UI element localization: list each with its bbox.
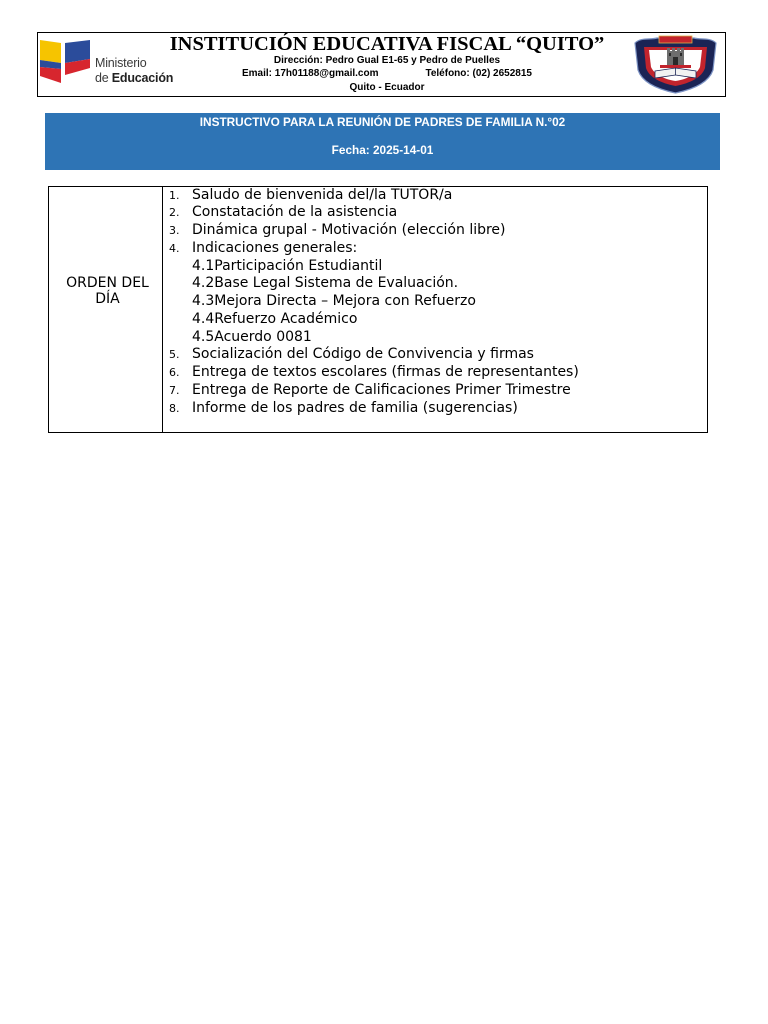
school-info: [110, 33, 664, 96]
agenda-item: [163, 400, 707, 418]
agenda-item-number: 7.: [169, 383, 180, 397]
agenda-item-number: 6.: [169, 366, 180, 379]
agenda-table: [48, 186, 708, 433]
ministry-logo-educacion: Educación: [111, 70, 174, 85]
castle-merlon: [677, 48, 680, 51]
agenda-item-number: 2.: [169, 206, 180, 220]
banner-title: INSTRUCTIVO PARA LA REUNIÓN DE PADRES DE FAMILIA N.°02: [199, 115, 566, 129]
agenda-subitem: 4.5Acuerdo 0081: [192, 328, 312, 345]
agenda-label: ORDEN DEL DÍA: [66, 275, 149, 307]
agenda-item-text: Indicaciones generales:: [192, 239, 358, 256]
school-address: Dirección: Pedro Gual E1-65 y Pedro de Puelles: [273, 54, 501, 66]
agenda-subitem: 4.3Mejora Directa – Mejora con Refuerzo: [192, 293, 476, 309]
agenda-item-number: 5.: [169, 348, 180, 362]
agenda-item-text: Entrega de Reporte de Calificaciones Primer Trimestre: [192, 381, 571, 398]
agenda-item: [163, 240, 707, 258]
agenda-item: [163, 382, 707, 400]
castle-merlon: [672, 48, 675, 51]
agenda-subitem: 4.4Refuerzo Académico: [192, 310, 358, 327]
castle-merlon: [667, 48, 670, 51]
logo-band-red-left: [40, 67, 61, 83]
castle-door: [673, 57, 678, 65]
agenda-list: [163, 187, 707, 418]
logo-band-blue-right: [65, 40, 90, 63]
school-city: Quito - Ecuador: [349, 81, 425, 93]
agenda-item-text: Saludo de bienvenida del/la TUTOR/a: [192, 186, 453, 203]
castle-merlon: [681, 48, 684, 51]
school-contact: [110, 54, 664, 95]
ministry-logo-de: de: [95, 70, 109, 85]
agenda-item: [163, 187, 707, 205]
agenda-content-cell: [163, 187, 707, 432]
agenda-subitem: 4.2Base Legal Sistema de Evaluación.: [192, 275, 459, 292]
agenda-subitem: 4.1Participación Estudiantil: [192, 257, 383, 274]
school-title: INSTITUCIÓN EDUCATIVA FISCAL “QUITO”: [169, 33, 605, 55]
banner-date: Fecha: 2025-14-01: [331, 143, 434, 157]
ministry-logo-line1: Ministerio: [95, 55, 147, 70]
school-email: Email: 17h01188@gmail.com: [241, 68, 379, 79]
agenda-item-text: Socialización del Código de Convivencia y firmas: [192, 346, 534, 363]
agenda-item: [163, 222, 707, 240]
agenda-item-text: Dinámica grupal - Motivación (elección libre): [192, 222, 506, 238]
logo-band-yellow: [40, 40, 61, 63]
school-email-phone-line: [110, 67, 664, 81]
agenda-label-cell: [49, 187, 163, 432]
castle-window: [680, 53, 682, 56]
letterhead: [37, 32, 726, 97]
ministerio-educacion-logo-icon: [40, 40, 90, 84]
castle-window: [669, 53, 671, 56]
agenda-item-number: 3.: [169, 224, 180, 237]
agenda-item: [163, 204, 707, 222]
school-phone: Teléfono: (02) 2652815: [425, 68, 532, 79]
agenda-item-number: 4.: [169, 241, 180, 255]
agenda-item-text: Constatación de la asistencia: [192, 204, 398, 221]
agenda-item-number: 8.: [169, 401, 180, 415]
agenda-item-number: 1.: [169, 188, 180, 202]
crest-top-ribbon: [659, 36, 692, 43]
agenda-item-text: Entrega de textos escolares (firmas de representantes): [192, 364, 579, 380]
agenda-item: [163, 346, 707, 364]
banner: [45, 113, 720, 170]
crest-middle-ribbon: [660, 65, 691, 68]
agenda-item: [163, 364, 707, 382]
school-crest-icon: [633, 34, 718, 94]
agenda-item-text: Informe de los padres de familia (sugerencias): [192, 399, 518, 416]
